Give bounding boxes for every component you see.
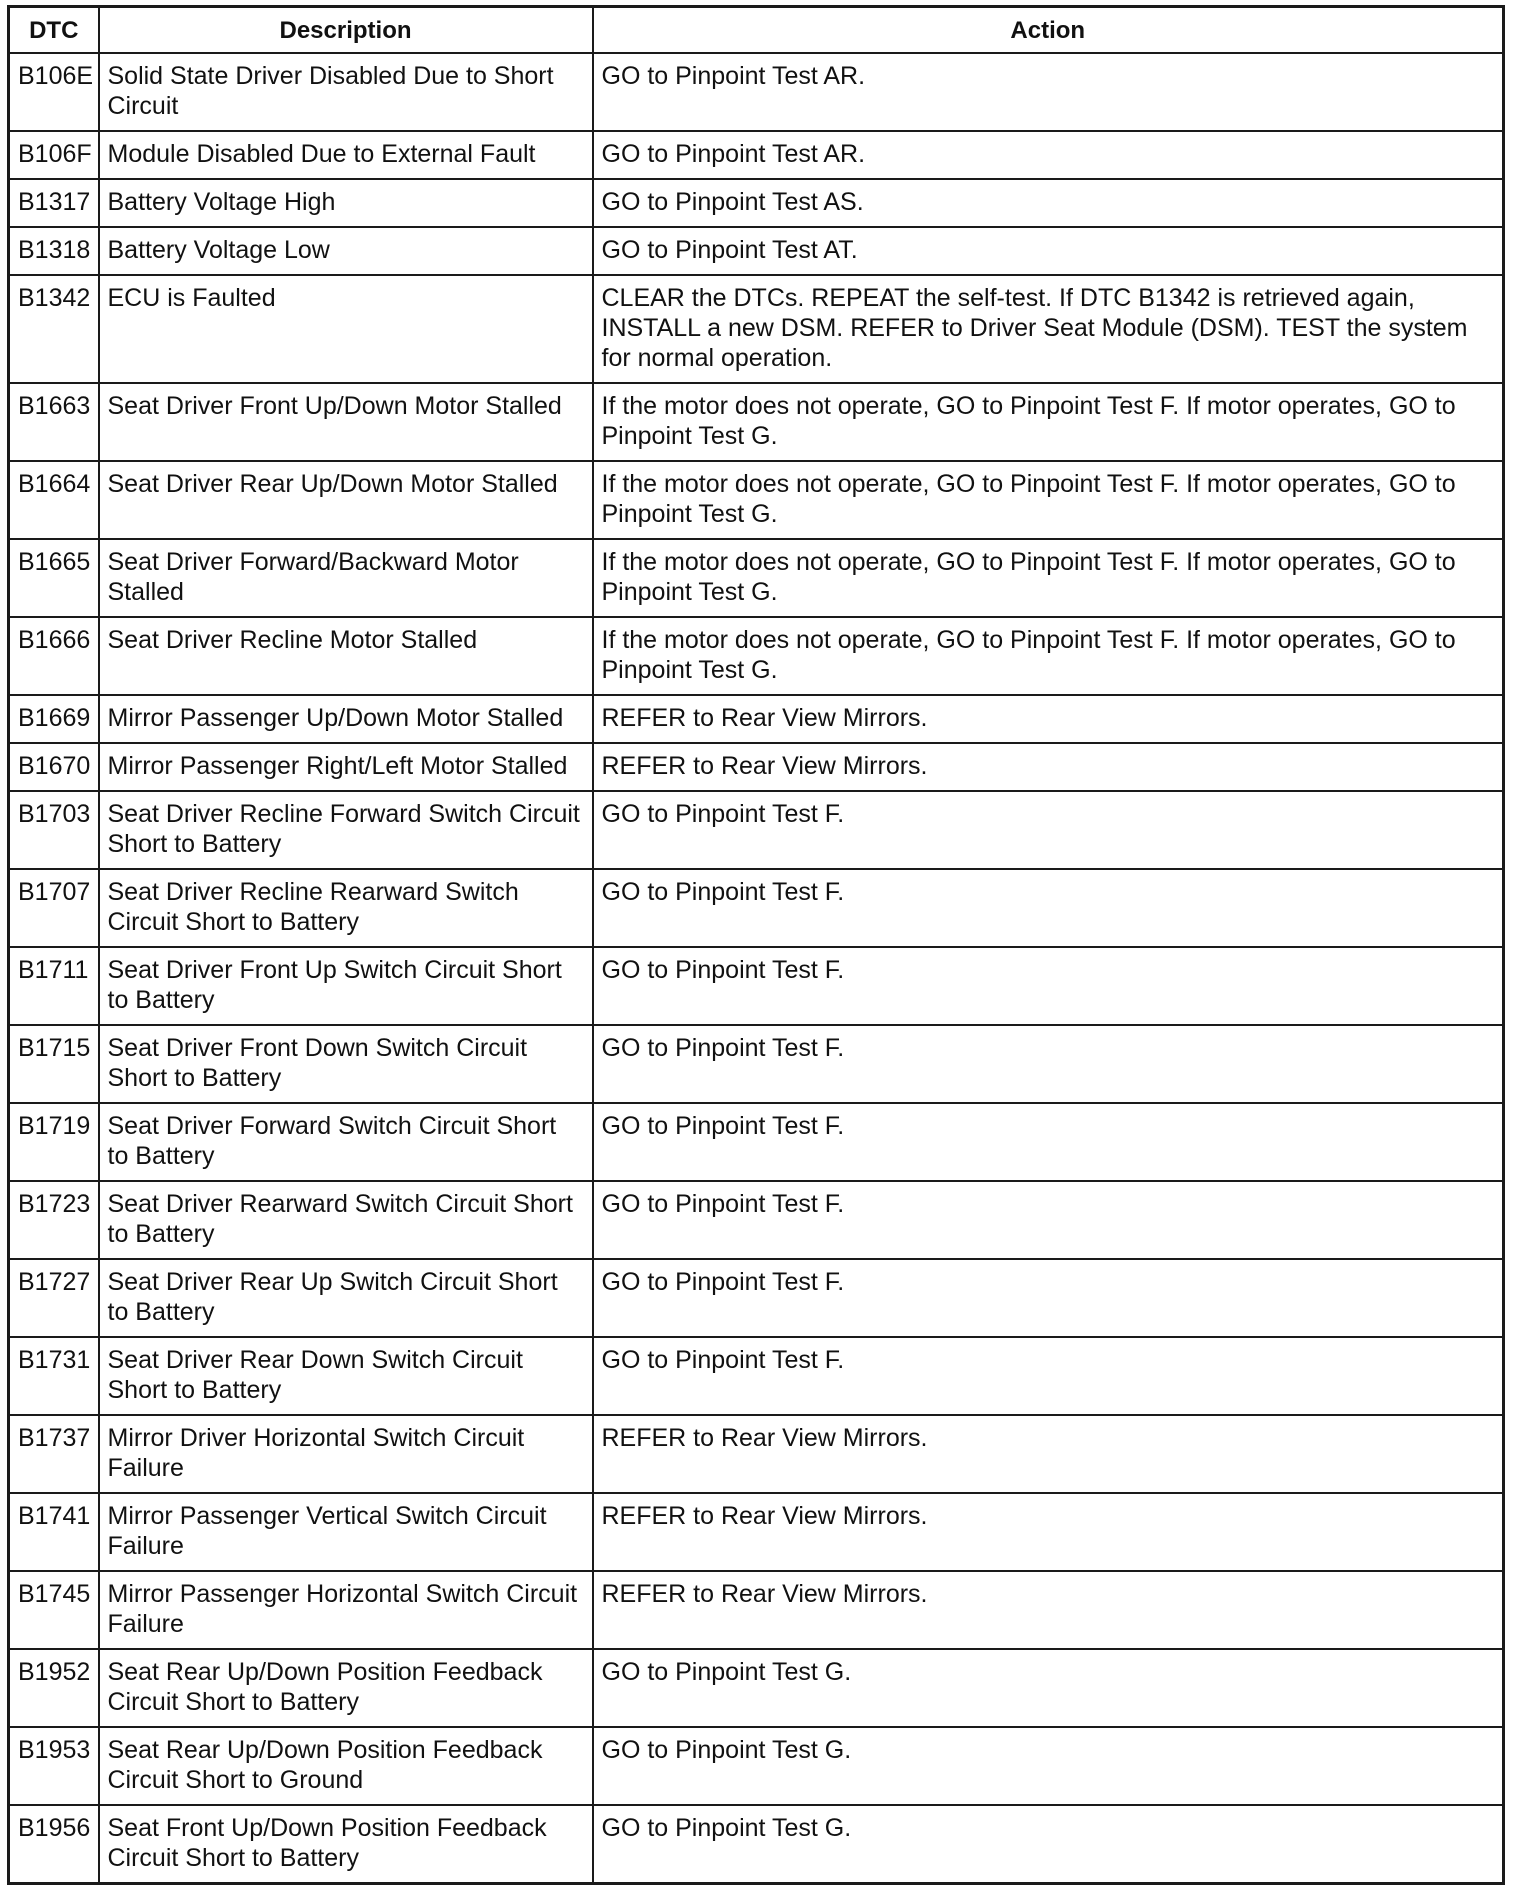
action-cell: GO to Pinpoint Test F.	[593, 1337, 1504, 1415]
dtc-cell: B1715	[9, 1025, 99, 1103]
table-row	[9, 695, 1504, 743]
action-cell: GO to Pinpoint Test F.	[593, 1025, 1504, 1103]
description-cell: Mirror Passenger Vertical Switch Circuit Failure	[99, 1493, 593, 1571]
header-dtc: DTC	[9, 7, 99, 54]
table-row	[9, 1337, 1504, 1415]
table-row	[9, 947, 1504, 1025]
dtc-cell: B1711	[9, 947, 99, 1025]
description-cell: Seat Driver Rearward Switch Circuit Short to Battery	[99, 1181, 593, 1259]
action-cell: REFER to Rear View Mirrors.	[593, 1571, 1504, 1649]
description-cell: Seat Rear Up/Down Position Feedback Circuit Short to Battery	[99, 1649, 593, 1727]
dtc-cell: B1670	[9, 743, 99, 791]
action-cell: GO to Pinpoint Test AR.	[593, 131, 1504, 179]
table-row	[9, 791, 1504, 869]
dtc-cell: B1723	[9, 1181, 99, 1259]
description-cell: Battery Voltage High	[99, 179, 593, 227]
table-row	[9, 461, 1504, 539]
table-row	[9, 743, 1504, 791]
dtc-cell: B1663	[9, 383, 99, 461]
dtc-cell: B1953	[9, 1727, 99, 1805]
action-cell: REFER to Rear View Mirrors.	[593, 743, 1504, 791]
dtc-cell: B1707	[9, 869, 99, 947]
dtc-cell: B1731	[9, 1337, 99, 1415]
table-row	[9, 1493, 1504, 1571]
description-cell: Seat Driver Front Up Switch Circuit Short to Battery	[99, 947, 593, 1025]
table-row	[9, 1649, 1504, 1727]
header-row	[9, 7, 1504, 54]
table-row	[9, 617, 1504, 695]
dtc-cell: B1664	[9, 461, 99, 539]
dtc-cell: B1666	[9, 617, 99, 695]
description-cell: Seat Driver Rear Up/Down Motor Stalled	[99, 461, 593, 539]
table-row	[9, 539, 1504, 617]
dtc-cell: B1737	[9, 1415, 99, 1493]
table-row	[9, 227, 1504, 275]
description-cell: Mirror Passenger Up/Down Motor Stalled	[99, 695, 593, 743]
description-cell: Battery Voltage Low	[99, 227, 593, 275]
action-cell: GO to Pinpoint Test F.	[593, 1103, 1504, 1181]
description-cell: Mirror Passenger Horizontal Switch Circuit Failure	[99, 1571, 593, 1649]
dtc-cell: B1665	[9, 539, 99, 617]
description-cell: Seat Rear Up/Down Position Feedback Circuit Short to Ground	[99, 1727, 593, 1805]
description-cell: Solid State Driver Disabled Due to Short Circuit	[99, 53, 593, 131]
dtc-cell: B1745	[9, 1571, 99, 1649]
dtc-cell: B1741	[9, 1493, 99, 1571]
action-cell: GO to Pinpoint Test AT.	[593, 227, 1504, 275]
description-cell: Mirror Driver Horizontal Switch Circuit Failure	[99, 1415, 593, 1493]
table-row	[9, 1727, 1504, 1805]
action-cell: If the motor does not operate, GO to Pinpoint Test F. If motor operates, GO to Pinpoint Test G.	[593, 461, 1504, 539]
dtc-cell: B1703	[9, 791, 99, 869]
table-row	[9, 275, 1504, 383]
action-cell: GO to Pinpoint Test F.	[593, 947, 1504, 1025]
dtc-cell: B1317	[9, 179, 99, 227]
header-action: Action	[593, 7, 1504, 54]
action-cell: GO to Pinpoint Test AS.	[593, 179, 1504, 227]
table-row	[9, 53, 1504, 131]
header-description: Description	[99, 7, 593, 54]
dtc-cell: B1719	[9, 1103, 99, 1181]
description-cell: ECU is Faulted	[99, 275, 593, 383]
description-cell: Seat Driver Forward Switch Circuit Short to Battery	[99, 1103, 593, 1181]
table-row	[9, 1805, 1504, 1884]
action-cell: REFER to Rear View Mirrors.	[593, 695, 1504, 743]
dtc-cell: B106F	[9, 131, 99, 179]
description-cell: Seat Driver Rear Down Switch Circuit Short to Battery	[99, 1337, 593, 1415]
description-cell: Module Disabled Due to External Fault	[99, 131, 593, 179]
table-row	[9, 1025, 1504, 1103]
dtc-cell: B1342	[9, 275, 99, 383]
table-row	[9, 869, 1504, 947]
action-cell: If the motor does not operate, GO to Pinpoint Test F. If motor operates, GO to Pinpoint Test G.	[593, 539, 1504, 617]
action-cell: GO to Pinpoint Test AR.	[593, 53, 1504, 131]
action-cell: REFER to Rear View Mirrors.	[593, 1493, 1504, 1571]
description-cell: Seat Driver Rear Up Switch Circuit Short to Battery	[99, 1259, 593, 1337]
dtc-cell: B1956	[9, 1805, 99, 1884]
dtc-cell: B1318	[9, 227, 99, 275]
action-cell: GO to Pinpoint Test G.	[593, 1649, 1504, 1727]
action-cell: CLEAR the DTCs. REPEAT the self-test. If DTC B1342 is retrieved again, INSTALL a new DSM. REFER to Driver Seat Module (DSM). TEST the system for normal operation.	[593, 275, 1504, 383]
table-row	[9, 1181, 1504, 1259]
description-cell: Seat Driver Recline Forward Switch Circuit Short to Battery	[99, 791, 593, 869]
action-cell: GO to Pinpoint Test F.	[593, 1259, 1504, 1337]
table-row	[9, 1571, 1504, 1649]
dtc-table	[7, 5, 1505, 1885]
action-cell: If the motor does not operate, GO to Pinpoint Test F. If motor operates, GO to Pinpoint Test G.	[593, 383, 1504, 461]
table-row	[9, 131, 1504, 179]
action-cell: REFER to Rear View Mirrors.	[593, 1415, 1504, 1493]
action-cell: GO to Pinpoint Test G.	[593, 1805, 1504, 1884]
action-cell: GO to Pinpoint Test F.	[593, 869, 1504, 947]
description-cell: Seat Driver Recline Motor Stalled	[99, 617, 593, 695]
dtc-cell: B1669	[9, 695, 99, 743]
table-row	[9, 1415, 1504, 1493]
table-row	[9, 1259, 1504, 1337]
description-cell: Seat Driver Front Down Switch Circuit Short to Battery	[99, 1025, 593, 1103]
action-cell: GO to Pinpoint Test G.	[593, 1727, 1504, 1805]
description-cell: Seat Driver Forward/Backward Motor Stalled	[99, 539, 593, 617]
table-row	[9, 1103, 1504, 1181]
action-cell: If the motor does not operate, GO to Pinpoint Test F. If motor operates, GO to Pinpoint Test G.	[593, 617, 1504, 695]
description-cell: Seat Front Up/Down Position Feedback Circuit Short to Battery	[99, 1805, 593, 1884]
table-row	[9, 383, 1504, 461]
description-cell: Mirror Passenger Right/Left Motor Stalled	[99, 743, 593, 791]
table-row	[9, 179, 1504, 227]
action-cell: GO to Pinpoint Test F.	[593, 791, 1504, 869]
description-cell: Seat Driver Front Up/Down Motor Stalled	[99, 383, 593, 461]
description-cell: Seat Driver Recline Rearward Switch Circuit Short to Battery	[99, 869, 593, 947]
action-cell: GO to Pinpoint Test F.	[593, 1181, 1504, 1259]
dtc-cell: B1952	[9, 1649, 99, 1727]
dtc-cell: B106E	[9, 53, 99, 131]
dtc-cell: B1727	[9, 1259, 99, 1337]
